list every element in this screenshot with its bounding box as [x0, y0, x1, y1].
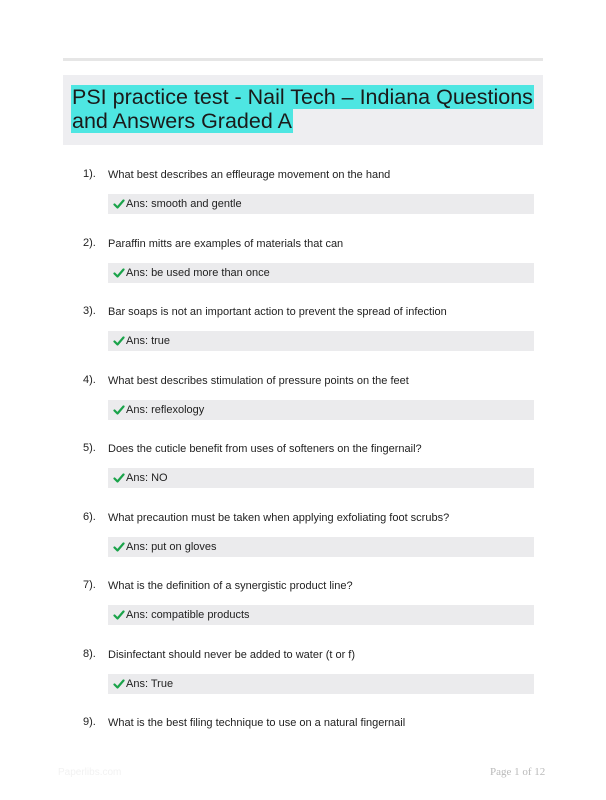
- answer-box: [108, 331, 534, 351]
- checkmark-icon: [113, 541, 125, 553]
- answer-text: Ans: be used more than once: [126, 266, 270, 279]
- qa-item: [0, 511, 606, 571]
- question-text: What best describes stimulation of pressure points on the feet: [108, 374, 409, 387]
- question-text: What is the best filing technique to use on a natural fingernail: [108, 717, 406, 729]
- checkmark-icon: [113, 267, 125, 279]
- checkmark-icon: [113, 404, 125, 416]
- footer-watermark: Paperlibs.com: [58, 767, 122, 778]
- question-number: 9).: [83, 716, 96, 728]
- qa-item: [0, 374, 606, 434]
- question-number: 6).: [83, 510, 96, 523]
- top-divider: [63, 58, 543, 61]
- checkmark-icon: [113, 472, 125, 484]
- question-text: Paraffin mitts are examples of materials that can: [108, 237, 344, 250]
- answer-text: Ans: True: [126, 677, 174, 690]
- qa-item: [0, 648, 606, 708]
- question-number: 3).: [83, 305, 96, 317]
- question-number: 5).: [83, 442, 96, 454]
- checkmark-icon: [113, 335, 125, 347]
- qa-item: [0, 579, 606, 639]
- question-number: 1).: [83, 168, 96, 180]
- checkmark-icon: [113, 609, 125, 621]
- page-title: [71, 85, 541, 133]
- answer-text: Ans: reflexology: [126, 403, 205, 416]
- page-number: Page 1 of 12: [490, 766, 546, 778]
- qa-item: [0, 237, 606, 297]
- question-text: Disinfectant should never be added to water (t or f): [108, 648, 356, 661]
- qa-item: [0, 442, 606, 502]
- answer-box: [108, 400, 534, 420]
- question-number: 2).: [83, 236, 96, 249]
- qa-item: [0, 168, 606, 228]
- checkmark-icon: [113, 198, 125, 210]
- qa-item: [0, 305, 606, 365]
- answer-text: Ans: put on gloves: [126, 540, 217, 553]
- question-text: What is the definition of a synergistic product line?: [108, 580, 353, 592]
- checkmark-icon: [113, 678, 125, 690]
- question-number: 8).: [83, 647, 96, 660]
- answer-box: [108, 468, 534, 488]
- title-banner: [63, 75, 543, 145]
- question-text: Bar soaps is not an important action to prevent the spread of infection: [108, 306, 447, 318]
- question-text: What best describes an effleurage movement on the hand: [108, 169, 391, 181]
- answer-box: [108, 537, 534, 557]
- answer-text: Ans: compatible products: [126, 609, 250, 621]
- answer-text: Ans: smooth and gentle: [126, 198, 242, 210]
- answer-box: [108, 674, 534, 694]
- question-number: 7).: [83, 579, 96, 591]
- answer-box: [108, 605, 534, 625]
- answer-text: Ans: NO: [126, 472, 168, 484]
- question-number: 4).: [83, 373, 96, 386]
- question-text: Does the cuticle benefit from uses of softeners on the fingernail?: [108, 443, 422, 455]
- answer-box: [108, 194, 534, 214]
- page-title-text: PSI practice test - Nail Tech – Indiana Questions and Answers Graded A: [72, 85, 533, 133]
- answer-text: Ans: true: [126, 335, 171, 347]
- answer-box: [108, 263, 534, 283]
- question-text: What precaution must be taken when applying exfoliating foot scrubs?: [108, 511, 450, 524]
